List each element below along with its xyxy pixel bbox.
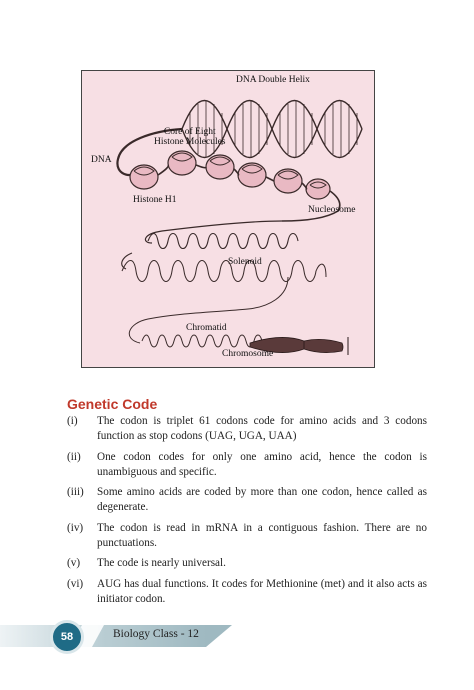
item-text: Some amino acids are coded by more than one codon, hence called as degenerate. bbox=[97, 486, 427, 514]
label-chromosome: Chromosome bbox=[222, 349, 274, 359]
label-solenoid: Solenoid bbox=[228, 257, 262, 267]
label-dna: DNA bbox=[91, 155, 112, 165]
item-number: (v) bbox=[67, 557, 81, 570]
label-histone-h1: Histone H1 bbox=[133, 195, 177, 205]
chromosome-structure-figure bbox=[81, 70, 375, 368]
genetic-code-list bbox=[67, 414, 427, 612]
item-text: The codon is triplet 61 codons code for amino acids and 3 codons function as stop codons (UAG, UGA, UAA) bbox=[97, 415, 427, 443]
item-text: AUG has dual functions. It codes for Methionine (met) and it also acts as initiator codon. bbox=[97, 577, 427, 605]
list-item bbox=[67, 577, 427, 608]
item-number: (i) bbox=[67, 415, 78, 427]
list-item bbox=[67, 521, 427, 552]
list-item bbox=[67, 414, 427, 445]
label-chromatid: Chromatid bbox=[186, 323, 227, 333]
item-number: (iv) bbox=[67, 521, 84, 534]
item-text: The code is nearly universal. bbox=[97, 557, 226, 570]
label-core-of-eight: Core of Eight Histone Molecules bbox=[154, 127, 226, 147]
item-text: The codon is read in mRNA in a contiguous fashion. There are no punctuations. bbox=[97, 521, 427, 550]
item-number: (iii) bbox=[67, 486, 84, 499]
genetic-code-heading: Genetic Code bbox=[67, 396, 158, 412]
item-number: (vi) bbox=[67, 577, 84, 590]
list-item bbox=[67, 556, 427, 571]
chromosome-illustration bbox=[82, 71, 374, 367]
label-nucleosome: Nucleosome bbox=[308, 205, 356, 215]
page-number-badge bbox=[50, 620, 84, 654]
label-dna-double-helix: DNA Double Helix bbox=[236, 75, 310, 85]
page-number: 58 bbox=[60, 631, 74, 643]
book-title: Biology Class - 12 bbox=[113, 628, 199, 640]
item-number: (ii) bbox=[67, 450, 81, 463]
list-item bbox=[67, 450, 427, 481]
list-item bbox=[67, 485, 427, 516]
item-text: One codon codes for only one amino acid, hence the codon is unambiguous and specific. bbox=[97, 450, 427, 478]
